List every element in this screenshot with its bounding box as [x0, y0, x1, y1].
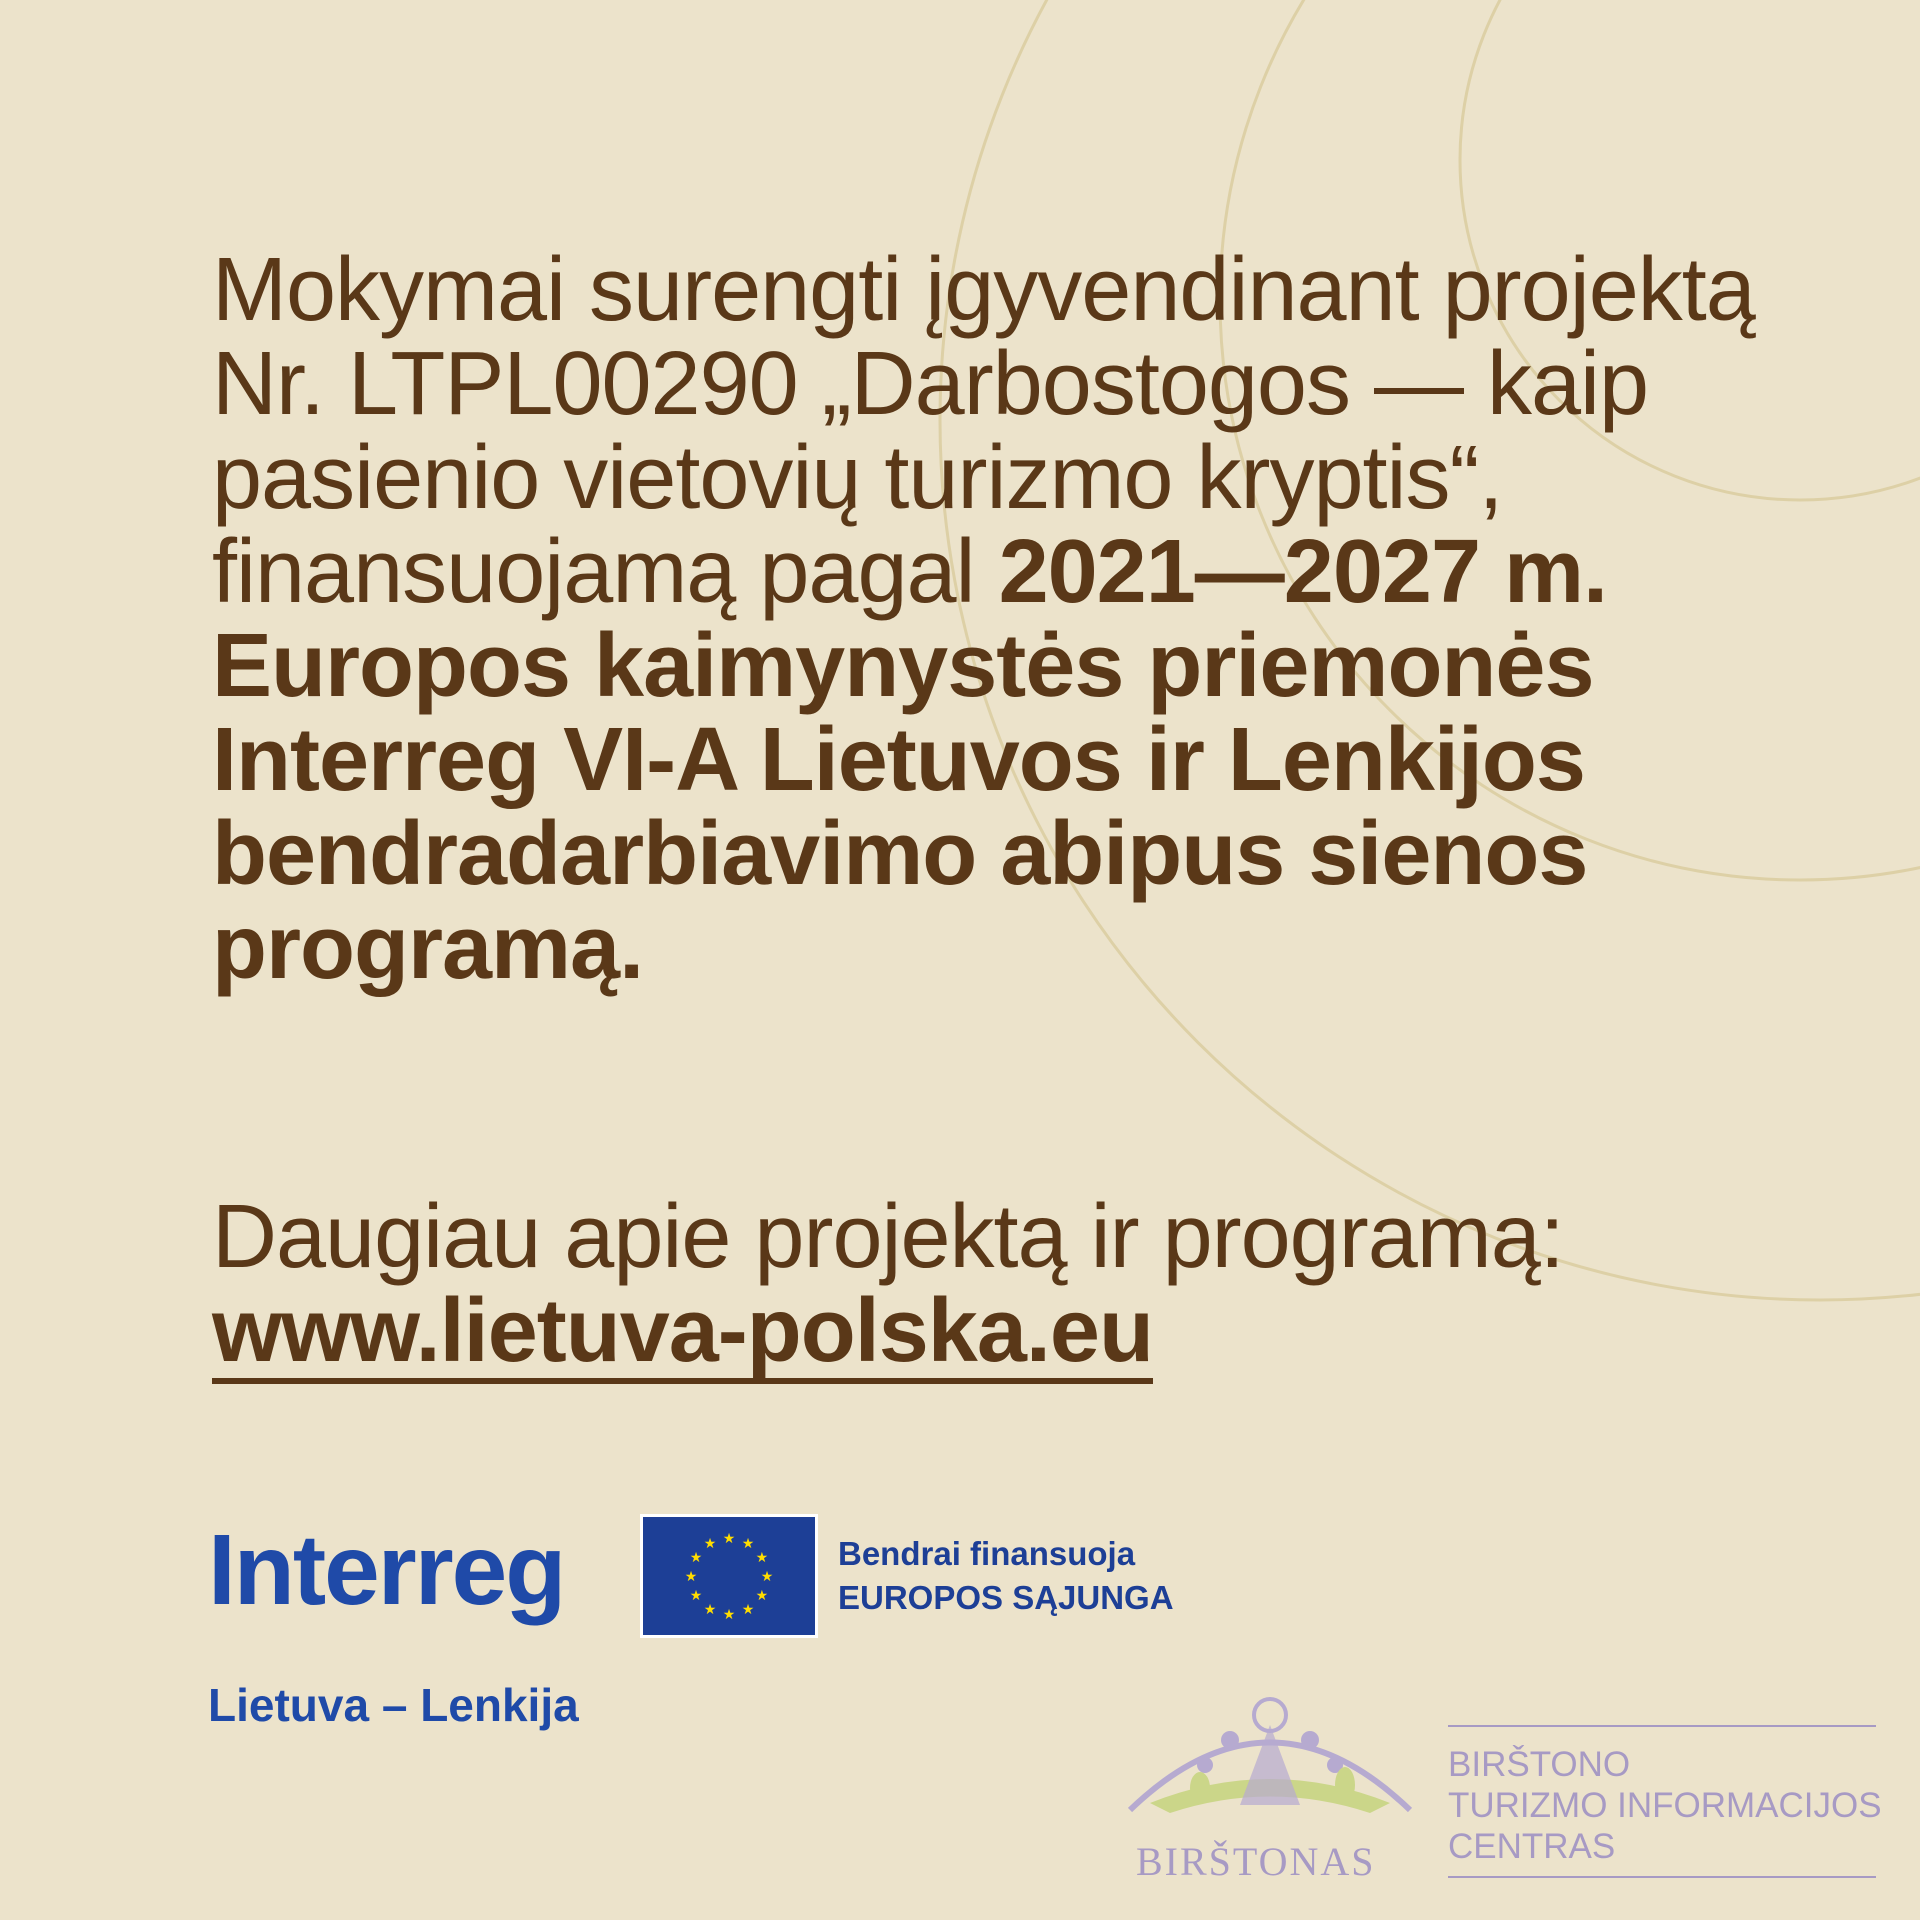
tic-divider-top	[1448, 1725, 1876, 1727]
more-info-label: Daugiau apie projektą ir programą:	[212, 1187, 1564, 1287]
eu-star-icon: ★	[741, 1600, 755, 1617]
eu-star-icon: ★	[703, 1600, 717, 1617]
eu-cofunding-text	[838, 1532, 1174, 1620]
tic-line-2: TURIZMO INFORMACIJOS	[1448, 1786, 1882, 1825]
eu-star-icon: ★	[760, 1568, 774, 1584]
description-program: 2021—2027 m. Europos kaimynystės priemonės Interreg VI-A Lietuvos ir Lenkijos bendradarbiavimo abipus sienos programą.	[212, 522, 1608, 998]
description-intro: Mokymai surengti įgyvendinant projektą Nr. LTPL00290 „Darbostogos — kaip pasienio vietovių turizmo kryptis“, finansuojamą pagal	[212, 240, 1755, 622]
eu-star-icon: ★	[703, 1535, 717, 1552]
tic-line-3: CENTRAS	[1448, 1827, 1616, 1866]
eu-star-icon: ★	[755, 1549, 769, 1565]
interreg-subtitle: Lietuva – Lenkija	[208, 1679, 579, 1731]
project-description	[212, 240, 1792, 998]
project-website-link[interactable]: www.lietuva-polska.eu	[212, 1284, 1153, 1384]
eu-star-icon: ★	[722, 1530, 736, 1546]
tic-line-1: BIRŠTONO	[1448, 1745, 1631, 1784]
eu-star-icon: ★	[689, 1587, 703, 1603]
more-info	[212, 1187, 1812, 1384]
eu-star-icon: ★	[722, 1606, 736, 1622]
eu-flag-icon	[640, 1514, 818, 1638]
interreg-logo: Interreg	[208, 1514, 565, 1626]
eu-line-1: Bendrai finansuoja	[838, 1535, 1136, 1572]
eu-star-icon: ★	[684, 1568, 698, 1584]
eu-star-icon: ★	[689, 1549, 703, 1565]
eu-line-2: EUROPOS SĄJUNGA	[838, 1579, 1174, 1616]
birstonas-logo-text: BIRŠTONAS	[1136, 1839, 1376, 1884]
tourism-center-name	[1448, 1744, 1882, 1867]
eu-star-icon: ★	[755, 1587, 769, 1603]
eu-star-icon: ★	[741, 1535, 755, 1552]
tic-divider-bottom	[1448, 1876, 1876, 1878]
